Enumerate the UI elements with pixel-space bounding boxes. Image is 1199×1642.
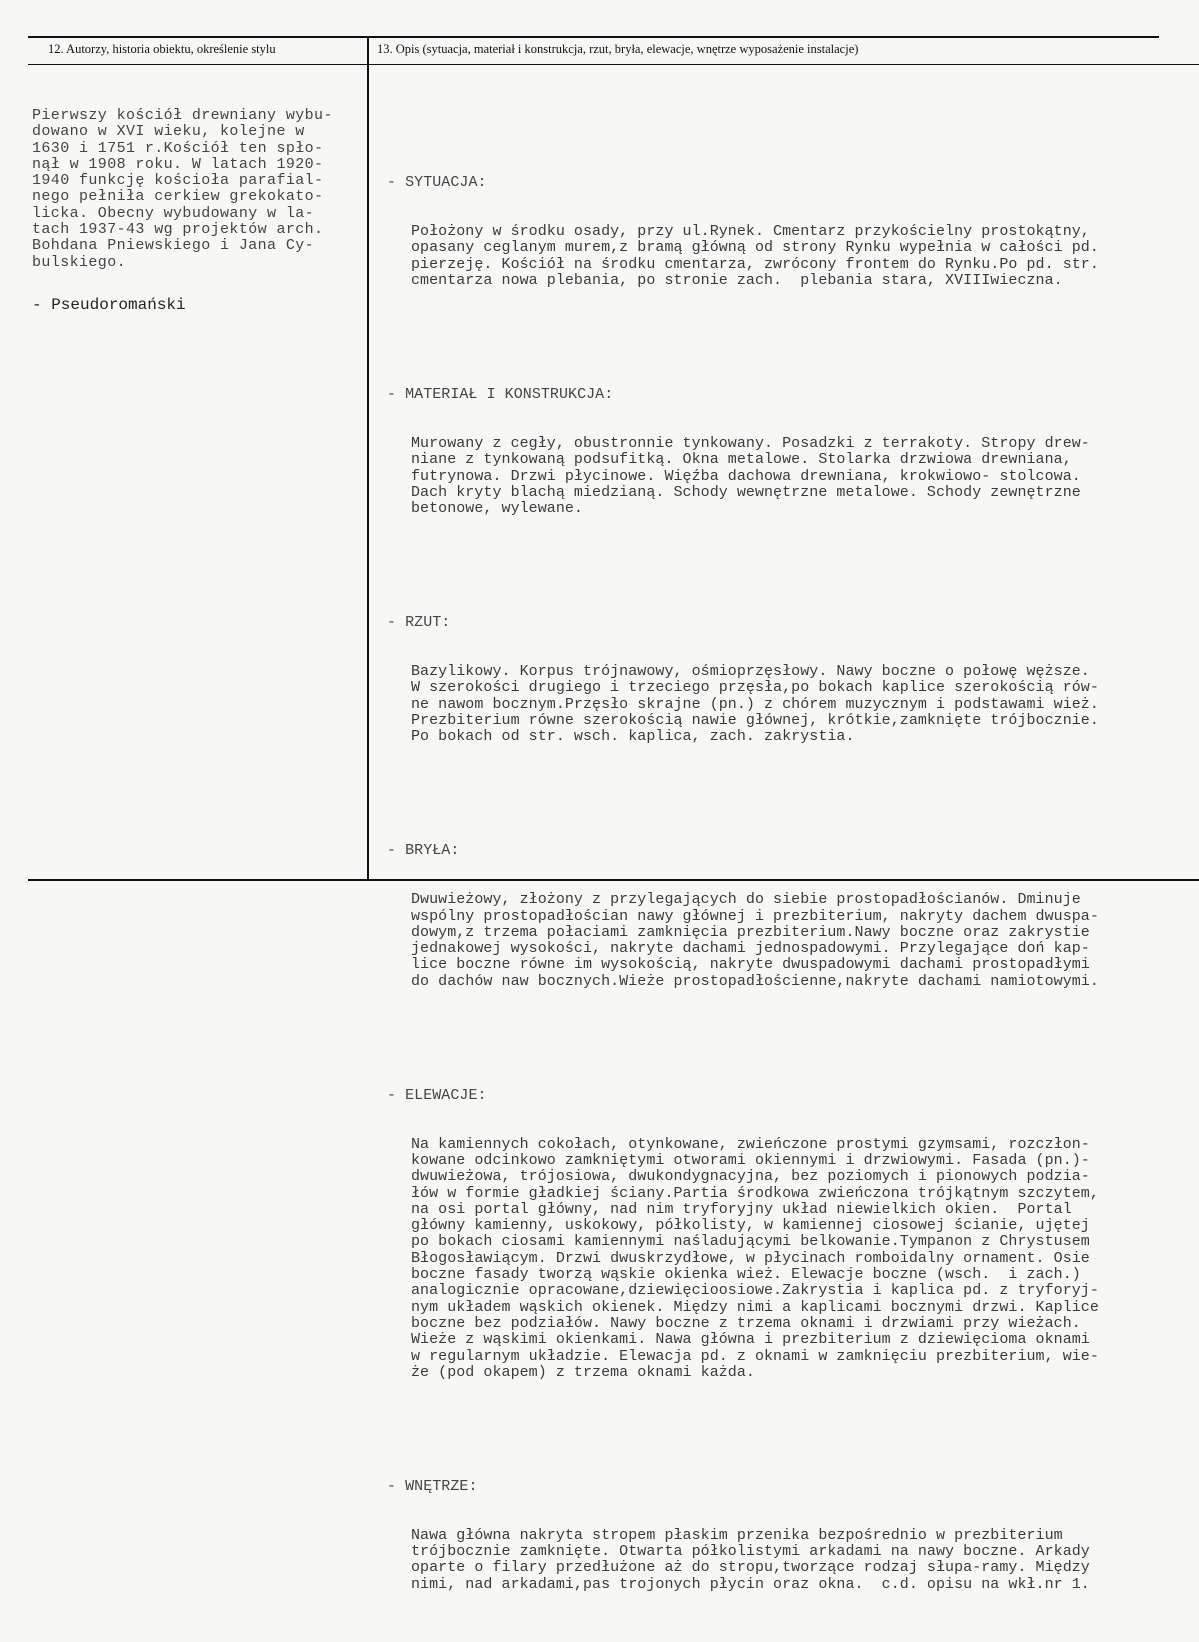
section-heading: - MATERIAŁ I KONSTRUKCJA: xyxy=(387,386,614,404)
section-heading: - ELEWACJE: xyxy=(387,1086,487,1104)
section-text: Położony w środku osady, przy ul.Rynek. Cmentarz przykościelny prostokątny, opasany ceglanym murem,z bramą główną od strony Rynku wypełnia w całości pd. pierzeję. Kościół na środku cmentarza, zwrócony frontem do Rynku.Po pd. str. cmentarza nowa plebania, po stronie zach. plebania stara, XVIIIwieczna. xyxy=(411,223,1099,289)
section-wnetrze xyxy=(387,1446,1192,1625)
style-text: - Pseudoromański xyxy=(32,296,186,314)
section-heading: - WNĘTRZE: xyxy=(387,1477,478,1495)
top-rule xyxy=(28,36,1159,38)
left-column-title: 12. Autorzy, historia obiektu, określenie stylu xyxy=(48,42,276,56)
section-text: Nawa główna nakryta stropem płaskim przenika bezpośrednio w prezbiterium trójbocznie zamknięte. Otwarta półkolistymi arkadami na nawy boczne. Arkady oparte o filary przedłużone aż do stropu,tworzące rodzaj słupa-ramy. Między nimi, nad arkadami,pas trojonych płycin oraz okna. c.d. opisu na wkł.nr 1. xyxy=(411,1526,1090,1593)
section-text: Murowany z cegły, obustronnie tynkowany. Posadzki z terrakoty. Stropy drew- niane z tynkowaną podsufitką. Okna metalowe. Stolarka drzwiowa drewniana, futrynowa. Drzwi płycinowe. Więźba dachowa drewniana, krokwiowo- stolcowa. Dach kryty blachą miedzianą. Schody wewnętrzne metalowe. Schody zewnętrzne betonowe, wylewane. xyxy=(411,434,1090,518)
section-sytuacja xyxy=(387,143,1192,322)
section-rzut xyxy=(387,583,1192,779)
section-text: Bazylikowy. Korpus trójnawowy, ośmioprzęsłowy. Nawy boczne o połowę węższe. W szerokości drugiego i trzeciego przęsła,po bokach kaplice szerokością rów- ne nawom bocznym.Przęsło skrajne (pn.) z chórem muzycznym i podstawami wież. Prezbiterium równe szerokością nawie głównej, krótkie,zamknięte trójbocznie. Po bokach od str. wsch. kaplica, zach. zakrystia. xyxy=(411,663,1099,746)
section-text: Dwuwieżowy, złożony z przylegających do siebie prostopadłościanów. Dminuje wspólny prostopadłościan nawy głównej i prezbiterium, nakryty dachem dwuspa- dowym,z trzema połaciami zamknięcia prezbiterium.Nawy boczne oraz zakrystie jednakowej wysokości, nakryte dachami jednospadowymi. Przylegające doń kap- lice boczne równe im wysokością, nakryte dwuspadowymi dachami prostopadłymi do dachów naw bocznych.Wieże prostopadłościenne,nakryte dachami namiotowymi. xyxy=(411,891,1099,990)
history-text: Pierwszy kościół drewniany wybu- dowano w XVI wieku, kolejne w 1630 i 1751 r.Kościół ten spło- nął w 1908 roku. W latach 1920- 1940 funkcję kościoła parafial- nego pełniła cerkiew grekokato- licka. Obecny wybudowany w la- tach 1937-43 wg projektów arch. Bohdana Pniewskiego i Jana Cy- bulskiego. xyxy=(32,107,333,271)
column-divider xyxy=(367,36,369,881)
right-column-title: 13. Opis (sytuacja, materiał i konstrukcja, rzut, bryła, elewacje, wnętrze wyposażenie instalacje) xyxy=(377,42,859,56)
section-heading: - RZUT: xyxy=(387,614,451,632)
section-heading: - BRYŁA: xyxy=(387,842,460,860)
description-body xyxy=(387,110,1192,1642)
section-text: Na kamiennych cokołach, otynkowane, zwieńczone prostymi gzymsami, rozczłon- kowane odcinkowo zamkniętymi otworami okiennymi i drzwiowymi. Fasada (pn.)- dwuwieżowa, trójosiowa, dwukondygnacyjna, bez poziomych i pionowych podzia- łów w formie gładkiej ściany.Partia środkowa zwieńczona trójkątnym szczytem, na osi portal główny, nad nim tryforyjny układ niewielkich okien. Portal główny kamienny, uskokowy, półkolisty, w kamiennej ciosowej ścianie, ujętej po bokach ciosami kamiennymi naśladującymi belkowanie.Tympanon z Chrystusem Błogosławiącym. Drzwi dwuskrzydłowe, w płycinach romboidalny ornament. Osie boczne fasady tworzą wąskie okienka wież. Elewacje boczne (wsch. i zach.) analogicznie opracowane,dziewięcioosiowe.Zakrystia i kaplica pd. z tryforyj- nym układem wąskich okienek. Między nimi a kaplicami bocznymi drzwi. Kaplice boczne bez podziałów. Nawy boczne z trzema oknami i drzwiami przy wieżach. Wieże z wąskimi okienkami. Nawa główna i prezbiterium z dziewięcioma oknami w regularnym układzie. Elewacja pd. z oknami w zamknięciu prezbiterium, wie- że (pod okapem) z trzema oknami każda. xyxy=(411,1135,1099,1381)
section-heading: - SYTUACJA: xyxy=(387,174,487,192)
header-rule xyxy=(28,64,1199,65)
section-bryla xyxy=(387,811,1192,1023)
section-material xyxy=(387,354,1192,550)
section-elewacje xyxy=(387,1055,1192,1414)
